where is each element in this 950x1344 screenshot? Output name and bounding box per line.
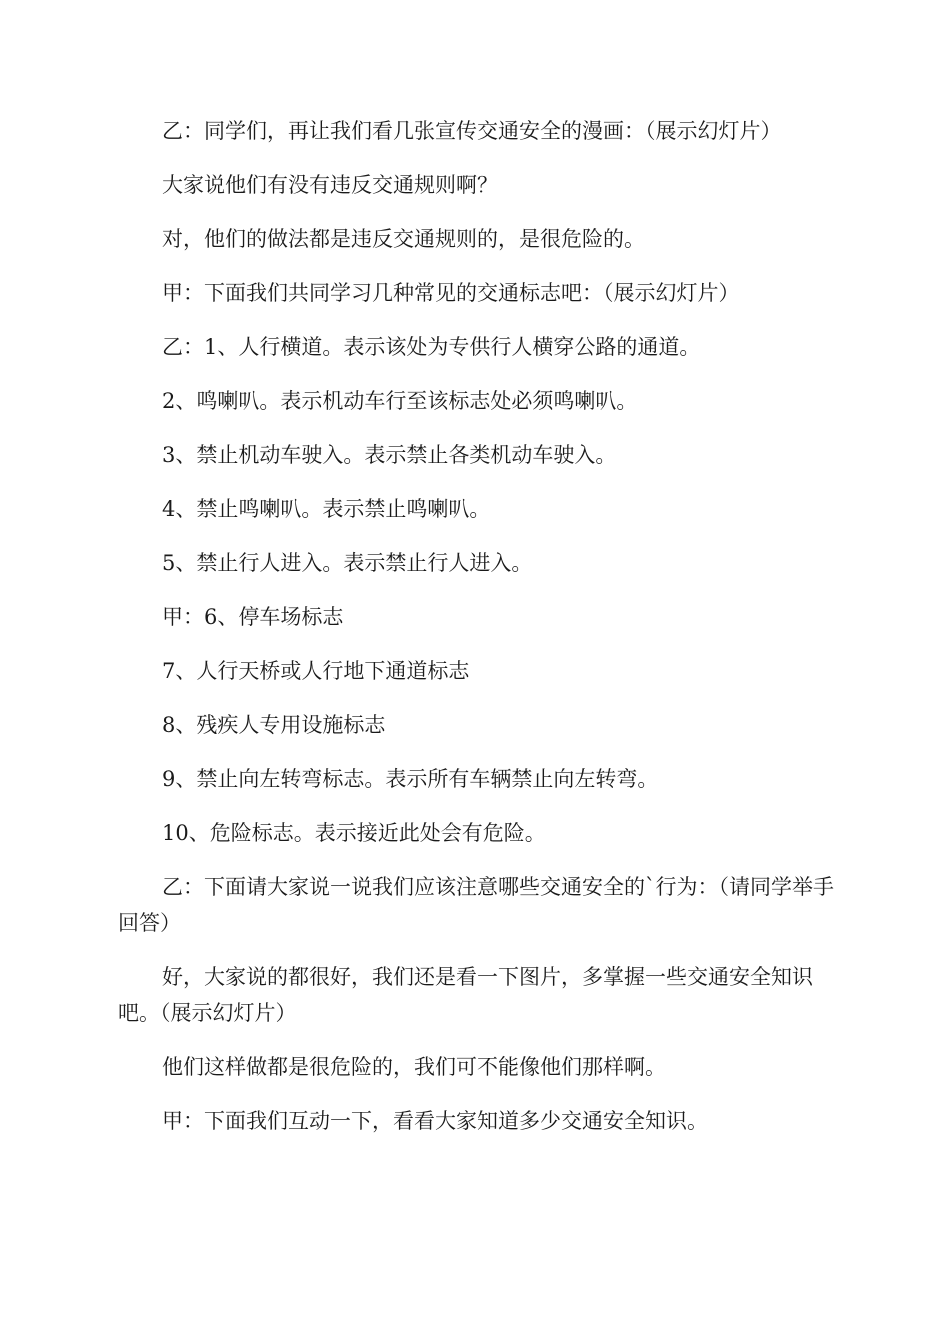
paragraph: 10、危险标志。表示接近此处会有危险。: [162, 821, 546, 845]
paragraph: 乙：同学们，再让我们看几张宣传交通安全的漫画：（展示幻灯片）: [162, 119, 782, 143]
paragraph: 他们这样做都是很危险的，我们可不能像他们那样啊。: [162, 1055, 666, 1079]
paragraph: 乙：1、人行横道。表示该处为专供行人横穿公路的通道。: [162, 335, 701, 359]
paragraph: 2、鸣喇叭。表示机动车行至该标志处必须鸣喇叭。: [162, 389, 638, 413]
paragraph: 9、禁止向左转弯标志。表示所有车辆禁止向左转弯。: [162, 767, 659, 791]
paragraph: 对，他们的做法都是违反交通规则的，是很危险的。: [162, 227, 645, 251]
paragraph: 5、禁止行人进入。表示禁止行人进入。: [162, 551, 533, 575]
paragraph: 8、残疾人专用设施标志: [162, 713, 386, 737]
paragraph: 3、禁止机动车驶入。表示禁止各类机动车驶入。: [162, 443, 617, 467]
paragraph: 好，大家说的都很好，我们还是看一下图片，多掌握一些交通安全知识吧。（展示幻灯片）: [118, 965, 813, 1025]
paragraph: 甲：6、停车场标志: [162, 605, 344, 629]
paragraph: 7、人行天桥或人行地下通道标志: [162, 659, 470, 683]
paragraph: 甲：下面我们共同学习几种常见的交通标志吧：（展示幻灯片）: [162, 281, 740, 305]
paragraph: 乙：下面请大家说一说我们应该注意哪些交通安全的`行为：（请同学举手回答）: [118, 875, 834, 935]
paragraph: 甲：下面我们互动一下，看看大家知道多少交通安全知识。: [162, 1109, 708, 1133]
paragraph: 4、禁止鸣喇叭。表示禁止鸣喇叭。: [162, 497, 491, 521]
paragraph: 大家说他们有没有违反交通规则啊？: [162, 173, 498, 197]
